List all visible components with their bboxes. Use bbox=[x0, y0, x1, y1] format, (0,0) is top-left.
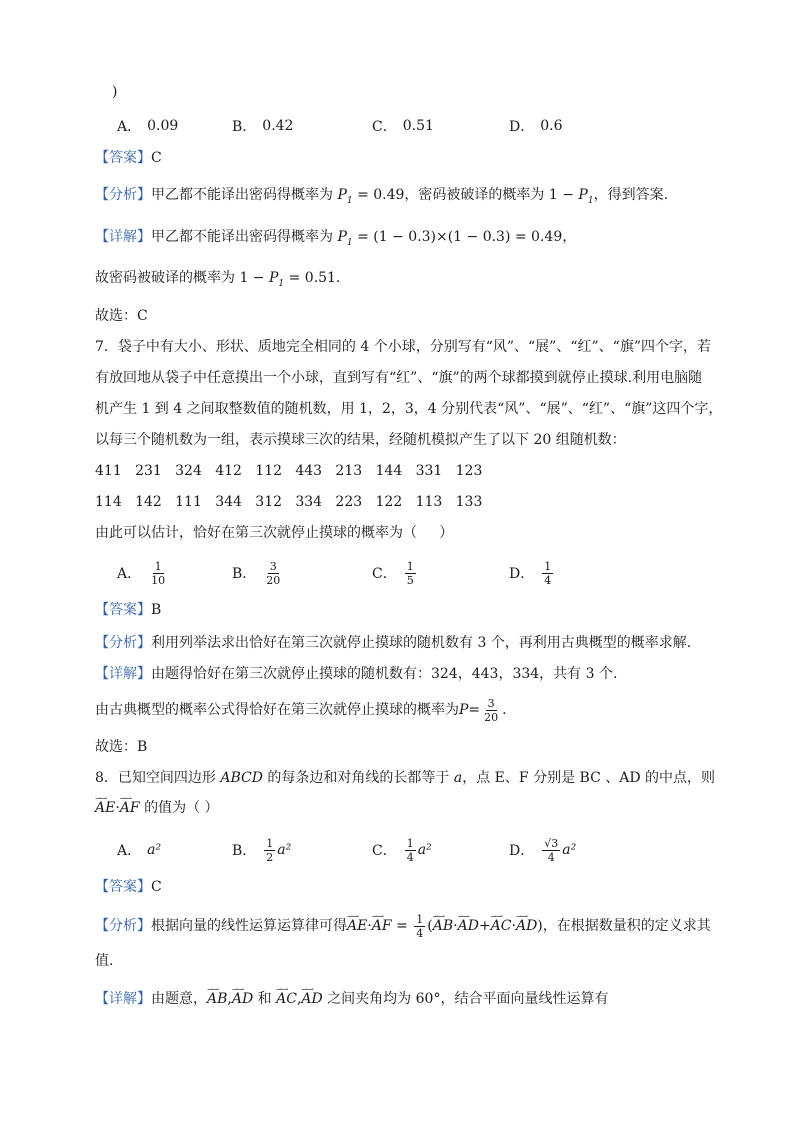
q8-option-c: C． $\frac{1}{4}$ a² bbox=[372, 836, 432, 864]
q7-option-d: D． $\frac{1}{4}$ bbox=[509, 559, 552, 587]
q7-answer: 【答案】B bbox=[95, 602, 162, 618]
q8-stem-line2: ⇀⇀ AE·⇀⇀ AF 的值为（ ） bbox=[95, 798, 219, 818]
q7-option-c: C． $\frac{1}{5}$ bbox=[372, 559, 414, 587]
q6-option-b: B． 0.42 bbox=[232, 118, 294, 135]
q7-question: 由此可以估计，恰好在第三次就停止摸球的概率为（ ） bbox=[95, 525, 454, 541]
q8-option-a: A． a² bbox=[117, 842, 162, 859]
q7-stem-line1: 7．袋子中有大小、形状、质地完全相同的 4 个小球，分别写有“风”、“展”、“红”、“旗”四个字，若 bbox=[95, 339, 711, 355]
q7-choose: 故选：B bbox=[95, 739, 148, 755]
q7-random-row1: 411 231 324 412 112 443 213 144 331 123 bbox=[95, 463, 483, 479]
q7-analysis: 【分析】利用列举法求出恰好在第三次就停止摸球的随机数有 3 个，再利用古典概型的概率求解. bbox=[95, 635, 692, 651]
q8-option-d: D． $\frac{√3}{4}$ a² bbox=[509, 836, 577, 864]
q7-stem-line2: 有放回地从袋子中任意摸出一个小球，直到写有“红”、“旗”的两个球都摸到就停止摸球.利用电脑随 bbox=[95, 370, 703, 386]
fraction: $\frac{1}{5}$ bbox=[406, 559, 414, 587]
q6-answer: 【答案】C bbox=[95, 150, 162, 166]
fraction: $\frac{√3}{4}$ bbox=[544, 836, 559, 864]
q6-option-d: D． 0.6 bbox=[509, 118, 563, 135]
fraction: $\frac{1}{4}$ bbox=[416, 912, 424, 940]
q8-analysis: 【分析】 根据向量的线性运算运算律可得 ⇀⇀ AE · ⇀⇀ AF = $\frac{1}{4}$ ( ⇀⇀ AB · ⇀⇀ AD + ⇀⇀ AC · ⇀⇀ AD ) ，在根据数量积的定义求其 bbox=[95, 908, 711, 944]
q6-analysis: 【分析】甲乙都不能译出密码得概率为 $P_1 = 0.49$，密码被破译的概率为 $1 - P_1$，得到答案. bbox=[95, 187, 669, 206]
q6-paren: ) bbox=[112, 84, 118, 100]
fraction: $\frac{3}{20}$ bbox=[484, 696, 499, 724]
q8-detail: 【详解】由题意，⇀⇀ AB,⇀⇀ AD 和 ⇀⇀ AC,⇀⇀ AD 之间夹角均为 60°，结合平面向量线性运算有 bbox=[95, 989, 608, 1009]
q6-detail-line2: 故密码被破译的概率为 $1 - P_1 = 0.51$. bbox=[95, 270, 341, 289]
q7-detail: 【详解】由题得恰好在第三次就停止摸球的随机数有：324，443，334，共有 3 个. bbox=[95, 666, 618, 682]
q7-detail-line2: 由古典概型的概率公式得恰好在第三次就停止摸球的概率为 P = $\frac{3}{20}$ . bbox=[95, 696, 507, 724]
q8-analysis-line2: 值. bbox=[95, 953, 114, 969]
fraction: $\frac{1}{4}$ bbox=[544, 559, 552, 587]
fraction: $\frac{1}{10}$ bbox=[151, 559, 166, 587]
fraction: $\frac{3}{20}$ bbox=[266, 559, 281, 587]
q8-stem-line1: 8．已知空间四边形 ABCD 的每条边和对角线的长都等于 a，点 E、F 分别是 BC 、AD 的中点，则 bbox=[95, 770, 716, 786]
q7-option-b: B． $\frac{3}{20}$ bbox=[232, 559, 281, 587]
q8-option-b: B． $\frac{1}{2}$ a² bbox=[232, 836, 292, 864]
q8-answer: 【答案】C bbox=[95, 879, 162, 895]
q6-choose: 故选：C bbox=[95, 308, 148, 324]
q7-stem-line4: 以每三个随机数为一组，表示摸球三次的结果，经随机模拟产生了以下 20 组随机数： bbox=[95, 432, 626, 448]
q7-random-row2: 114 142 111 344 312 334 223 122 113 133 bbox=[95, 494, 483, 510]
fraction: $\frac{1}{2}$ bbox=[266, 836, 274, 864]
fraction: $\frac{1}{4}$ bbox=[406, 836, 414, 864]
q7-option-a: A． $\frac{1}{10}$ bbox=[117, 559, 166, 587]
q6-option-a: A． 0.09 bbox=[117, 118, 179, 135]
q7-stem-line3: 机产生 1 到 4 之间取整数值的随机数，用 1，2，3，4 分别代表“风”、“展”、“红”、“旗”这四个字， bbox=[95, 401, 723, 417]
q6-detail: 【详解】甲乙都不能译出密码得概率为 $P_1 = (1 - 0.3)\times(1 - 0.3) = 0.49$， bbox=[95, 229, 577, 248]
q6-option-c: C． 0.51 bbox=[372, 118, 434, 135]
